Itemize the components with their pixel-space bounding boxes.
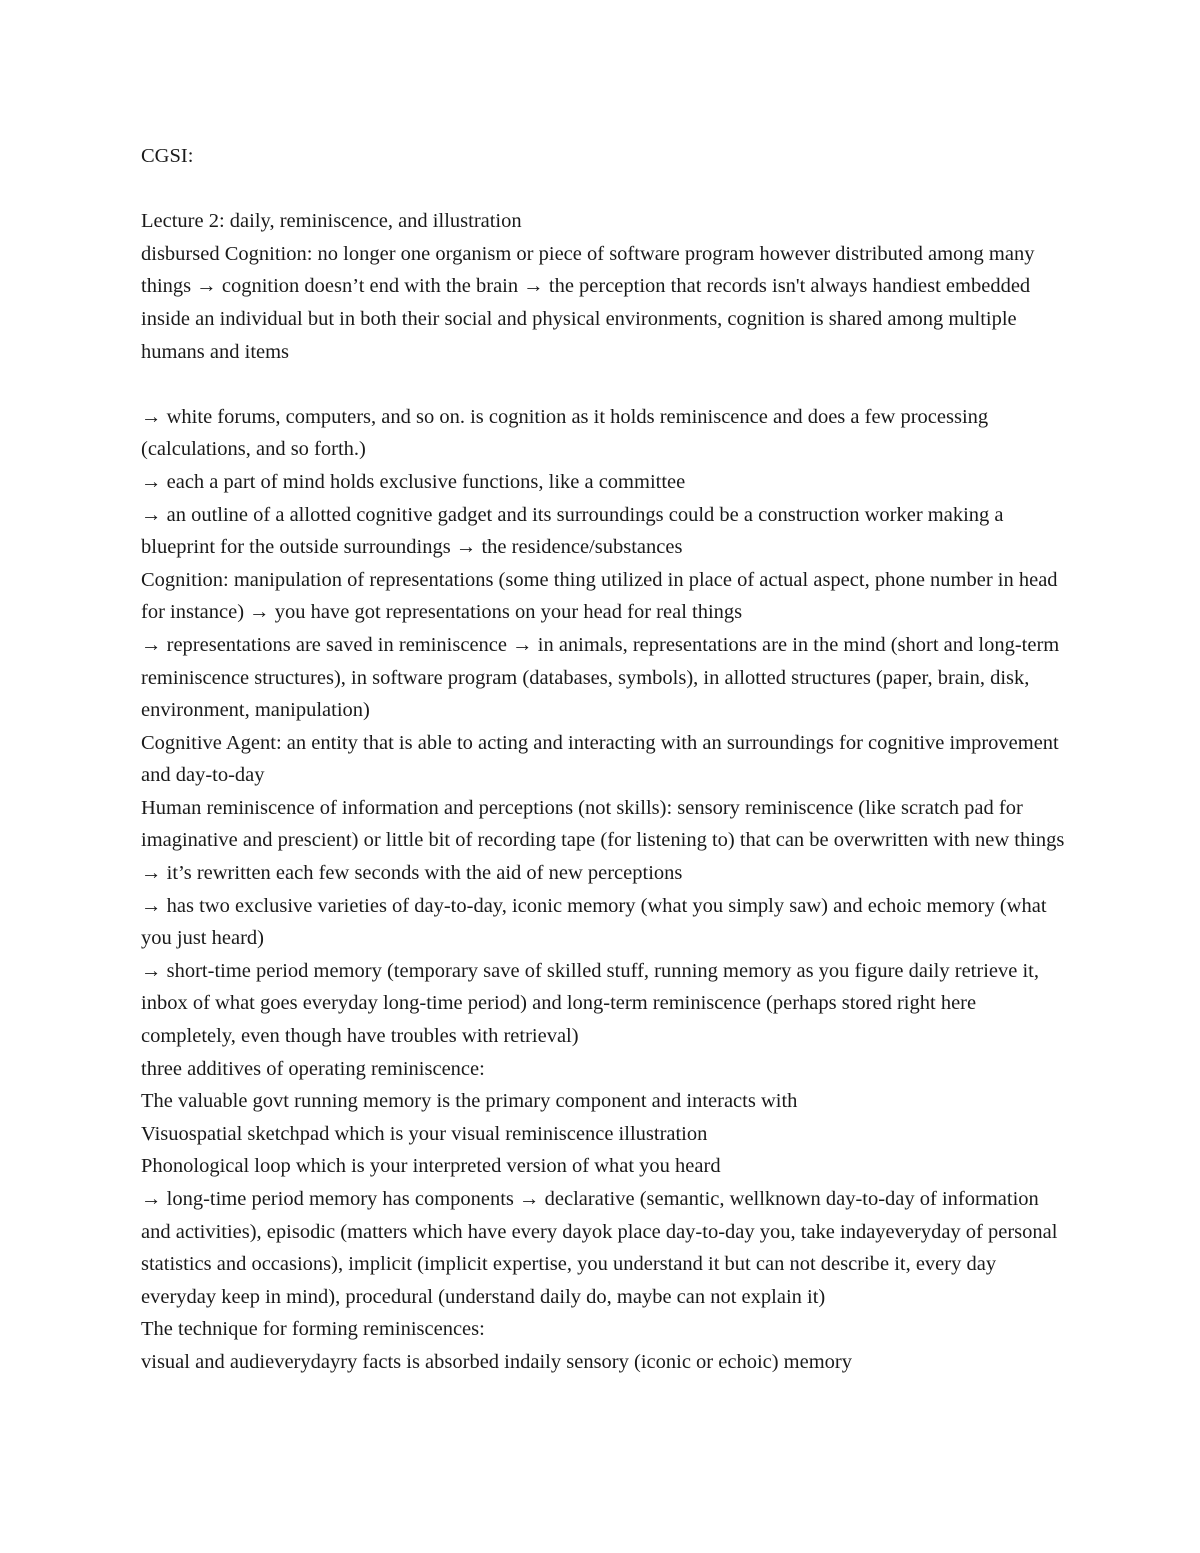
paragraph: Phonological loop which is your interpreted version of what you heard — [141, 1155, 721, 1178]
lecture-title: Lecture 2: daily, reminiscence, and illustration — [141, 210, 522, 233]
paragraph: Cognition: manipulation of representations (some thing utilized in place of actual aspect, phone number in head for instance) → you have got representations on your head for real things — [141, 568, 1058, 624]
paragraph: Visuospatial sketchpad which is your visual reminiscence illustration — [141, 1122, 708, 1145]
paragraph: → long-time period memory has components → declarative (semantic, wellknown day-to-day of information and activities), episodic (matters which have every dayok place day-to-day you, take indayeveryday of personal statistics and occasions), implicit (implicit expertise, you understand it but can not describe it, every day everyday keep in mind), procedural (understand daily do, maybe can not explain it) — [141, 1188, 1058, 1308]
paragraph: → representations are saved in reminiscence → in animals, representations are in the mind (short and long-term reminiscence structures), in software program (databases, symbols), in allotted structures (paper, brain, disk, environment, manipulation) — [141, 633, 1060, 722]
paragraph-distributed-cognition: disbursed Cognition: no longer one organism or piece of software program however distributed among many things → cognition doesn’t end with the brain → the perception that records isn't always handiest embedded inside an individual but in both their social and physical environments, cognition is shared among multiple humans and items — [141, 242, 1035, 363]
blank-line — [141, 173, 1071, 206]
paragraph: → short-time period memory (temporary save of skilled stuff, running memory as you figure daily retrieve it, inbox of what goes everyday long-time period) and long-term reminiscence (perhaps stored right here completely, even though have troubles with retrieval) — [141, 959, 1039, 1048]
paragraph: → an outline of a allotted cognitive gadget and its surroundings could be a construction worker making a blueprint for the outside surroundings → the residence/substances — [141, 503, 1004, 559]
paragraph: Human reminiscence of information and perceptions (not skills): sensory reminiscence (like scratch pad for imaginative and prescient) or little bit of recording tape (for listening to) that can be overwritten with new things → it’s rewritten each few seconds with the aid of new perceptions — [141, 796, 1065, 885]
paragraph: three additives of operating reminiscence: — [141, 1057, 485, 1080]
paragraph: The valuable govt running memory is the primary component and interacts with — [141, 1090, 798, 1113]
paragraph: The technique for forming reminiscences: — [141, 1318, 485, 1341]
paragraph: Cognitive Agent: an entity that is able to acting and interacting with an surroundings for cognitive improvement and day-to-day — [141, 731, 1059, 787]
paragraph: → white forums, computers, and so on. is cognition as it holds reminiscence and does a few processing (calculations, and so forth.) — [141, 405, 989, 461]
document-body — [141, 140, 1071, 1379]
document-heading: CGSI: — [141, 145, 194, 167]
paragraph: → has two exclusive varieties of day-to-day, iconic memory (what you simply saw) and echoic memory (what you just heard) — [141, 894, 1047, 950]
paragraph: visual and audieverydayry facts is absorbed indaily sensory (iconic or echoic) memory — [141, 1350, 853, 1373]
blank-line — [141, 368, 1071, 401]
paragraph: → each a part of mind holds exclusive functions, like a committee — [141, 470, 686, 493]
